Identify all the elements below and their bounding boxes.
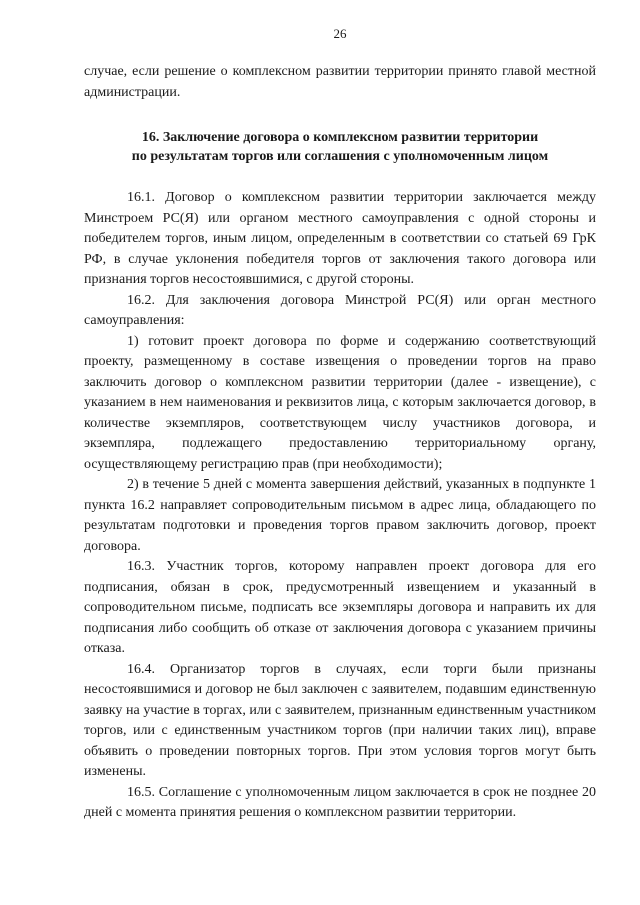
paragraph-16-1: 16.1. Договор о комплексном развитии территории заключается между Минстроем РС(Я) или органом местного самоуправления с одной стороны и победителем торгов, иным лицом, определенным в соответствии со статьей 69 ГрК РФ, в случае уклонения победителя торгов от заключения такого договора или признания торгов несостоявшимися, с другой стороны. [84, 190, 596, 287]
paragraph-16-5: 16.5. Соглашение с уполномоченным лицом заключается в срок не позднее 20 дней с момента принятия решения о комплексном развитии территории. [84, 784, 596, 820]
paragraph-16-4: 16.4. Организатор торгов в случаях, если торги были признаны несостоявшимися и договор не был заключен с заявителем, подавшим единственную заявку на участие в торгах, или с заявителем, признанным единственным участником торгов, или с единственным участником торгов (при наличии таких лиц), вправе объявить о проведении повторных торгов. При этом условия торгов могут быть изменены. [84, 661, 596, 779]
page-number: 26 [333, 26, 347, 41]
document-page [84, 26, 596, 824]
paragraph-16-2: 16.2. Для заключения договора Минстрой РС(Я) или орган местного самоуправления: [84, 292, 596, 328]
section-heading [84, 129, 596, 166]
paragraph-16-2-item-1: 1) готовит проект договора по форме и содержанию соответствующий проекту, размещенному в составе извещения о проведении торгов на право заключить договор о комплексном развитии территории (далее - извещение), с указанием в нем наименования и реквизитов лица, с которым заключается договор, в количестве экземпляров, соответствующем числу участников договора, и экземпляра, подлежащего предоставлению территориальному органу, осуществляющему регистрацию прав (при необходимости); [84, 333, 596, 472]
paragraph-16-2-item-2: 2) в течение 5 дней с момента завершения действий, указанных в подпункте 1 пункта 16.2 направляет сопроводительным письмом в адрес лица, обладающего по результатам подготовки и проведения торгов правом заключить договор, проект договора. [84, 477, 596, 554]
intro-paragraph: случае, если решение о комплексном развитии территории принято главой местной администрации. [84, 64, 596, 100]
section-heading-line-1: 16. Заключение договора о комплексном развитии территории [141, 130, 539, 145]
section-heading-line-2: по результатам торгов или соглашения с уполномоченным лицом [131, 148, 549, 164]
paragraph-16-3: 16.3. Участник торгов, которому направлен проект договора для его подписания, обязан в срок, предусмотренный извещением и указанный в сопроводительном письме, подписать все экземпляры договора и направить их для подписания либо сообщить об отказе от заключения договора с указанием причины отказа. [84, 559, 596, 656]
